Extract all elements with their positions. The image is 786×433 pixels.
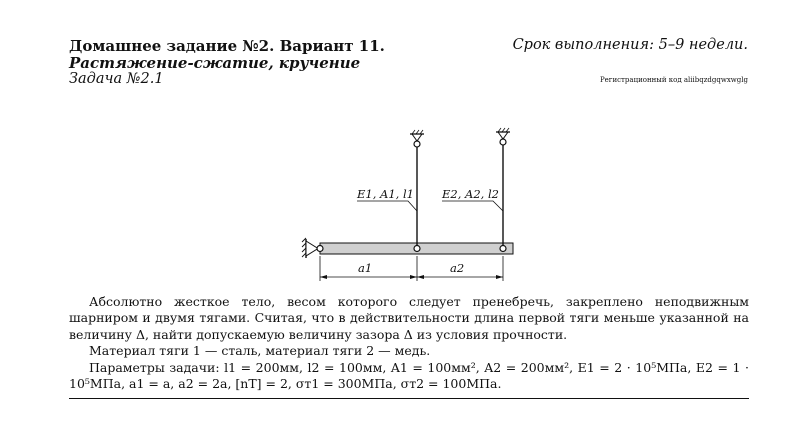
task-number: Задача №2.1: [69, 71, 164, 87]
parameters-intro: Параметры задачи:: [89, 359, 220, 375]
registration-code: Регистрационный код aliibqzdgqwxwglg: [599, 76, 748, 84]
rod-2-label: E2, A2, l2: [442, 187, 499, 201]
page-title: Домашнее задание №2. Вариант 11.: [69, 37, 385, 55]
deadline: Срок выполнения: 5–9 недели.: [512, 37, 748, 53]
problem-text: [69, 294, 749, 392]
dimension-lines: [320, 256, 503, 281]
problem-statement: Абсолютно жесткое тело, весом которого следует пренебречь, закреплено неподвижным шарниром и двумя тягами. Считая, что в действительности длина первой тяги меньше указанной на величину Δ, найти допускаемую величину зазора Δ из условия прочности.: [69, 294, 749, 342]
rod-1-label: E1, A1, l1: [357, 187, 414, 201]
bottom-rule: [69, 398, 749, 399]
materials-line: Материал тяги 1 — сталь, материал тяги 2 — медь.: [89, 343, 431, 359]
rod-2-leader: [442, 201, 503, 211]
dimension-a1-label: a1: [358, 261, 373, 275]
fixed-hinge-support: [302, 238, 323, 258]
page-subtitle: Растяжение-сжатие, кручение: [69, 54, 361, 72]
parameters-values: l1 = 200мм, l2 = 100мм, A1 = 100мм², A2 = 200мм², E1 = 2 · 10⁵МПа, E2 = 1 · 10⁵МПа, a1 = a, a2 = 2a, [nT] = 2, σт1 = 300МПа, σт2 = 100МПа.: [69, 359, 750, 392]
dimension-a2-label: a2: [450, 261, 465, 275]
parameters-line: [69, 360, 749, 393]
rod-1-leader: [357, 201, 417, 211]
